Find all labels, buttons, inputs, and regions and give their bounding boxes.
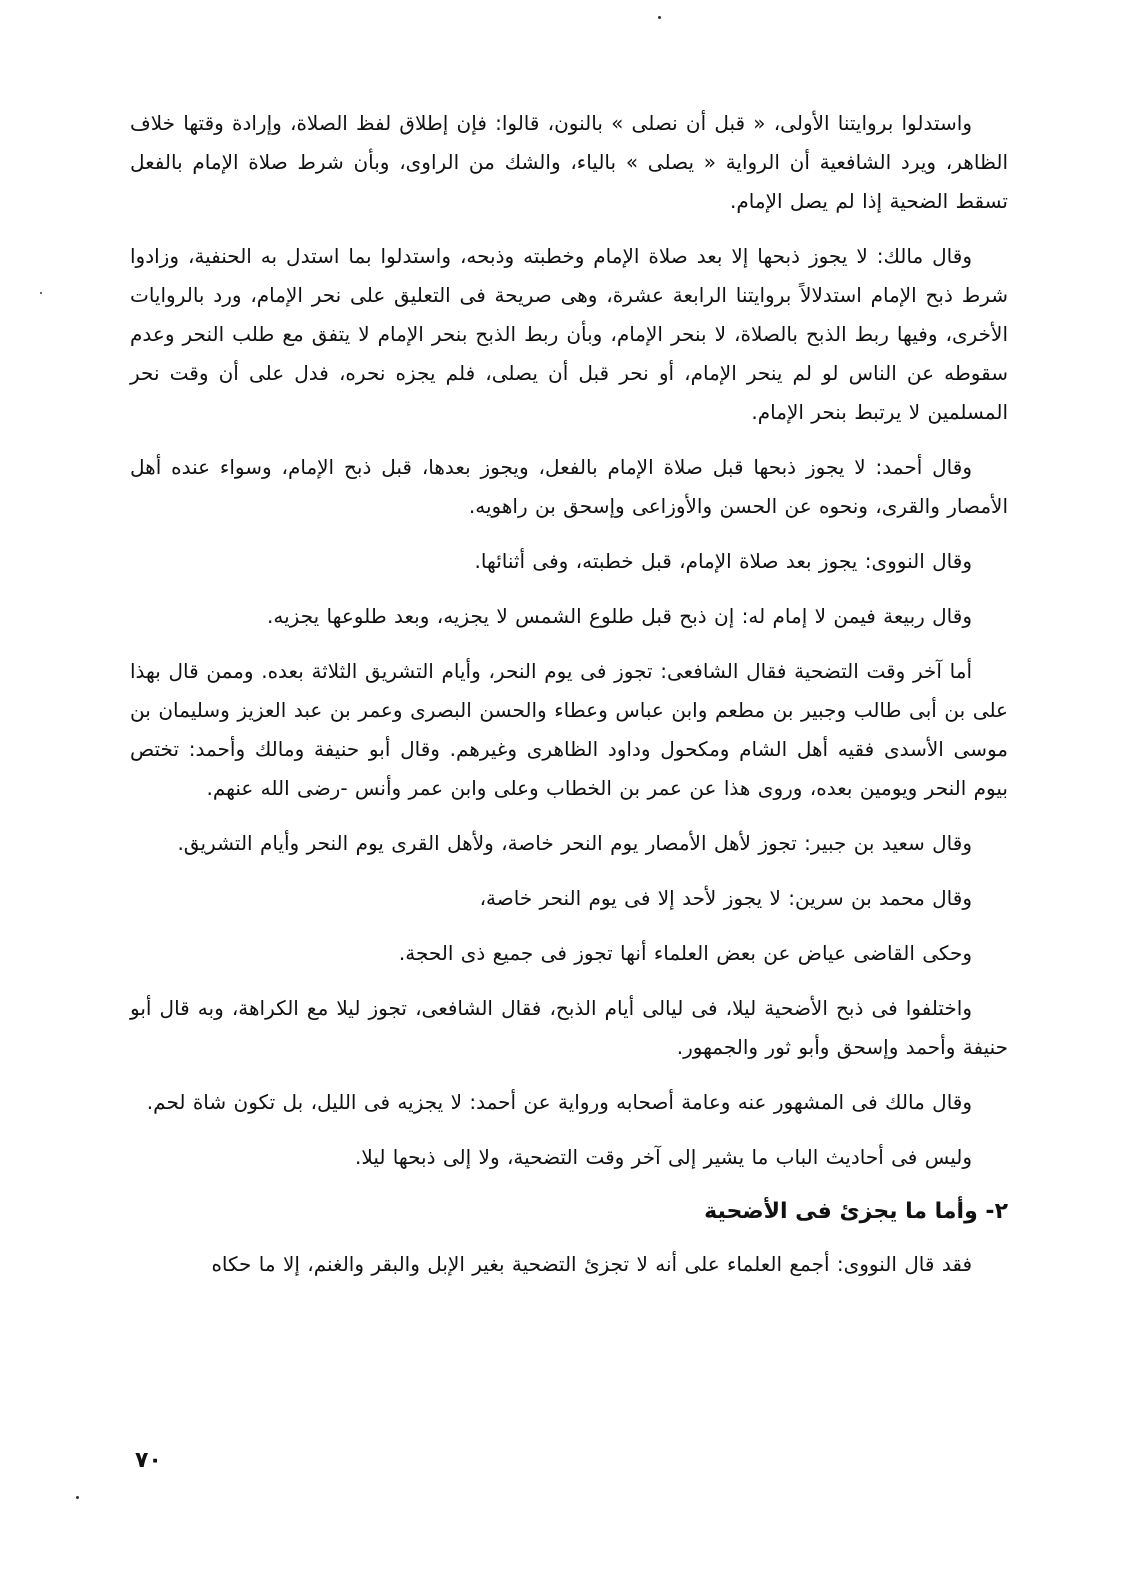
- paragraph-narration-first-version: واستدلوا بروايتنا الأولى، « قبل أن نصلى » بالنون، قالوا: فإن إطلاق لفظ الصلاة، وإرادة وقتها خلاف الظاهر، ويرد الشافعية أن الرواية « يصلى » بالياء، والشك من الراوى، وبأن شرط صلاة الإمام بالفعل تسقط الضحية إذا لم يصل الإمام.: [130, 111, 1008, 213]
- scan-speck-left: [40, 292, 42, 294]
- page-body: [130, 104, 1008, 1300]
- paragraph-said-bin-jubair: وقال سعيد بن جبير: تجوز لأهل الأمصار يوم النحر خاصة، ولأهل القرى يوم النحر وأيام التشريق.: [177, 831, 972, 855]
- paragraph-nawawi-consensus: فقد قال النووى: أجمع العلماء على أنه لا تجزئ التضحية بغير الإبل والبقر والغنم، إلا ما حكاه: [211, 1252, 972, 1276]
- paragraph-qadi-iyad: وحكى القاضى عياض عن بعض العلماء أنها تجوز فى جميع ذى الحجة.: [398, 941, 972, 965]
- paragraph-malik-opinion: وقال مالك: لا يجوز ذبحها إلا بعد صلاة الإمام وخطبته وذبحه، واستدلوا بما استدل به الحنفية، وزادوا شرط ذبح الإمام استدلالاً بروايتنا الرابعة عشرة، وهى صريحة فى التعليق على نحر الإمام، ورد بالروايات الأخرى، وفيها ربط الذبح بالصلاة، لا بنحر الإمام، وبأن ربط الذبح بنحر الإمام لا يتفق مع طلب النحر وعدم سقوطه عن الناس لو لم ينحر الإمام، أو نحر قبل أن يصلى، فلم يجزه نحره، فدل على أن وقت نحر المسلمين لا يرتبط بنحر الإمام.: [130, 244, 1008, 424]
- paragraph-hadith-summary: وليس فى أحاديث الباب ما يشير إلى آخر وقت التضحية، ولا إلى ذبحها ليلا.: [355, 1145, 972, 1169]
- paragraph-night-slaughter: واختلفوا فى ذبح الأضحية ليلا، فى ليالى أيام الذبح، فقال الشافعى، تجوز ليلا مع الكراهة، وبه قال أبو حنيفة وأحمد وإسحق وأبو ثور والجمهور.: [130, 996, 1008, 1059]
- paragraph-malik-night: وقال مالك فى المشهور عنه وعامة أصحابه ورواية عن أحمد: لا يجزيه فى الليل، بل تكون شاة لحم.: [146, 1090, 972, 1114]
- scan-speck-top: [658, 16, 661, 19]
- paragraph-muhammad-bin-sirin: وقال محمد بن سرين: لا يجوز لأحد إلا فى يوم النحر خاصة،: [479, 886, 972, 910]
- paragraph-end-of-sacrifice-time: أما آخر وقت التضحية فقال الشافعى: تجوز فى يوم النحر، وأيام التشريق الثلاثة بعده. وممن قال بهذا على بن أبى طالب وجبير بن مطعم وابن عباس وعطاء والحسن البصرى وعمر بن عبد العزيز وسليمان بن موسى الأسدى فقيه أهل الشام ومكحول وداود الظاهرى وغيرهم. وقال أبو حنيفة ومالك وأحمد: تختص بيوم النحر ويومين بعده، وروى هذا عن عمر بن الخطاب وعلى وابن عمر وأنس -رضى الله عنهم.: [130, 659, 1008, 800]
- paragraph-rabia-opinion: وقال ربيعة فيمن لا إمام له: إن ذبح قبل طلوع الشمس لا يجزيه، وبعد طلوعها يجزيه.: [267, 604, 972, 628]
- page-number: ٧٠: [135, 1448, 162, 1473]
- paragraph-ahmad-opinion: وقال أحمد: لا يجوز ذبحها قبل صلاة الإمام بالفعل، ويجوز بعدها، قبل ذبح الإمام، وسواء عنده أهل الأمصار والقرى، ونحوه عن الحسن والأوزاعى وإسحق بن راهويه.: [130, 455, 1008, 518]
- scan-speck-bottom: [76, 1496, 79, 1499]
- section-heading: ٢- وأما ما يجزئ فى الأضحية: [704, 1199, 1008, 1224]
- paragraph-nawawi-opinion: وقال النووى: يجوز بعد صلاة الإمام، قبل خطبته، وفى أثنائها.: [474, 549, 972, 573]
